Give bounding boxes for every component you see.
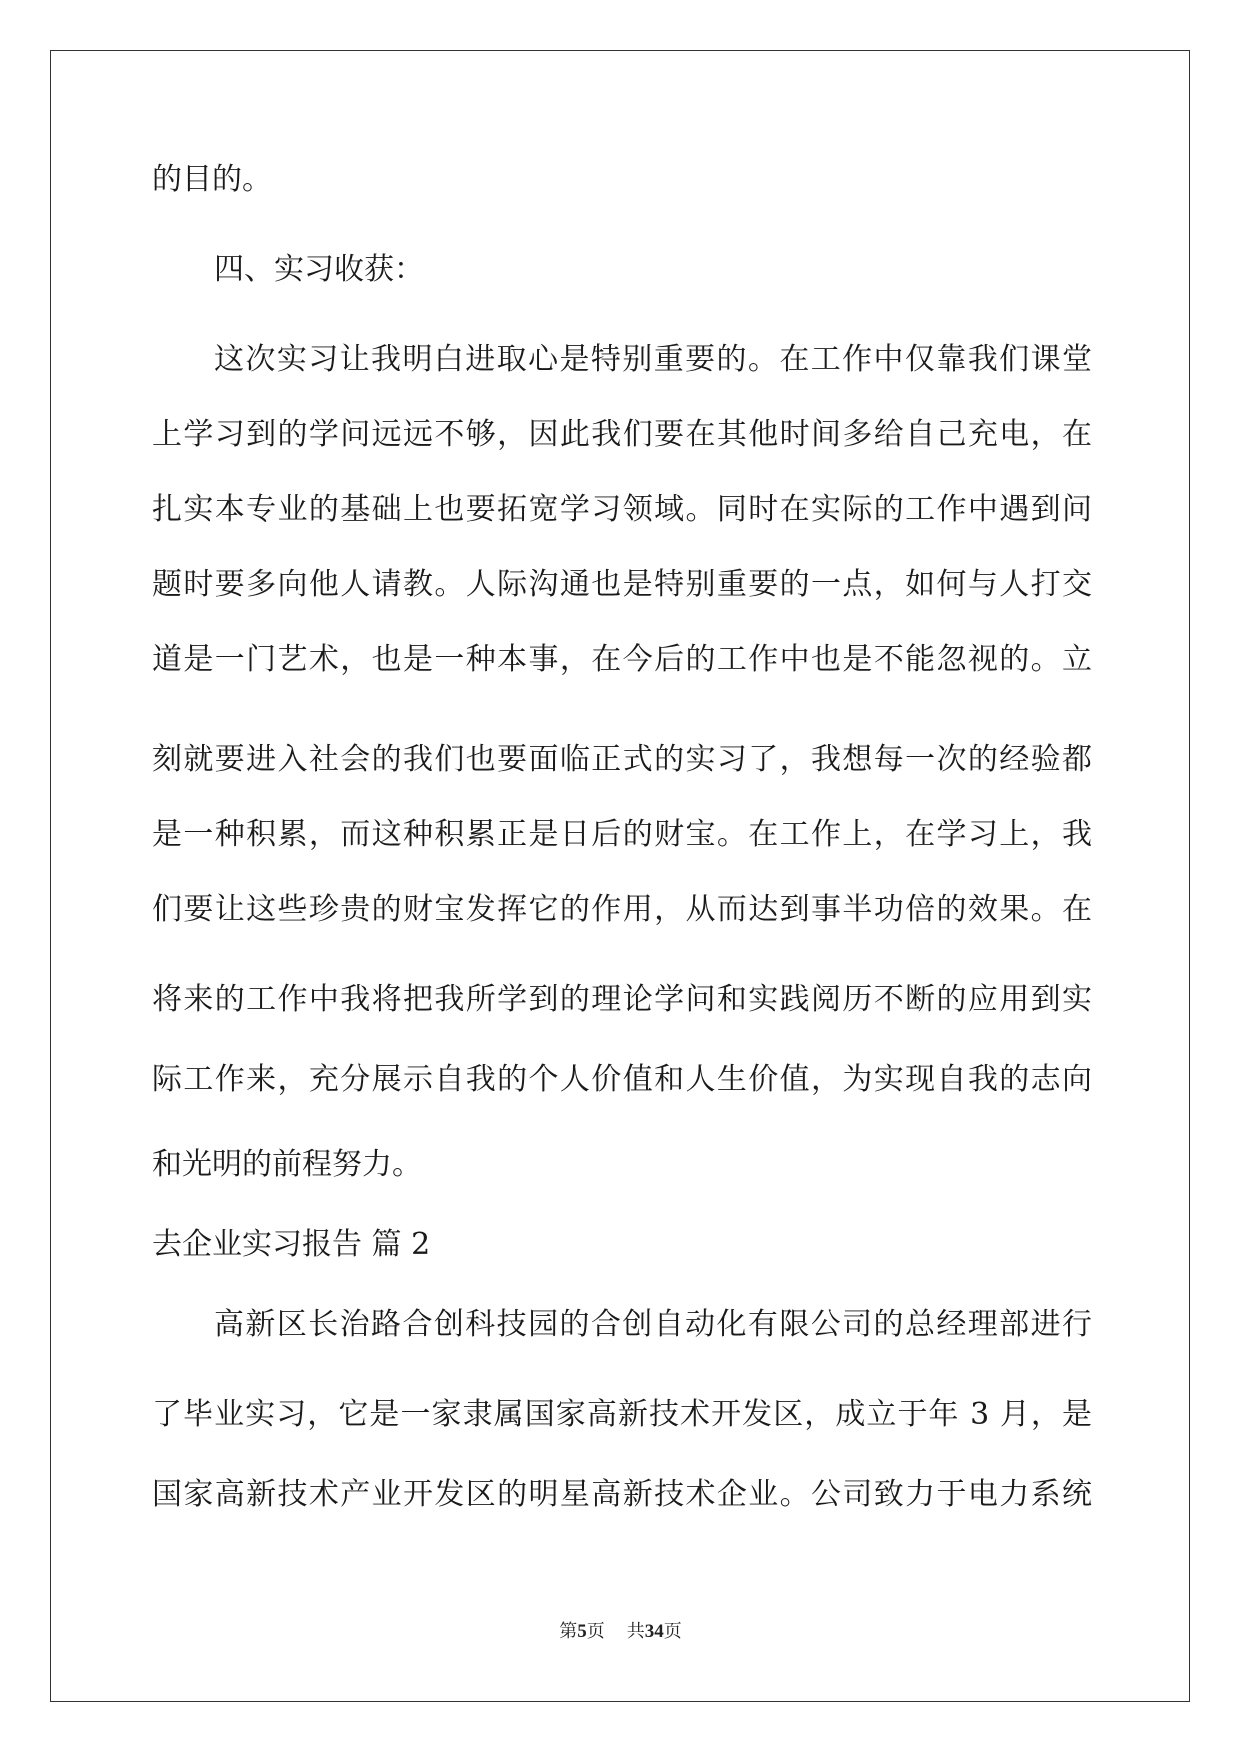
text-line: 际工作来，充分展示自我的个人价值和人生价值，为实现自我的志向 [152, 1062, 1092, 1097]
text-line: 高新区长治路合创科技园的合创自动化有限公司的总经理部进行 [214, 1307, 1092, 1342]
text-line: 们要让这些珍贵的财宝发挥它的作用，从而达到事半功倍的效果。在 [152, 892, 1092, 927]
page-suffix: 页 [586, 1621, 605, 1642]
text-line: 道是一门艺术，也是一种本事，在今后的工作中也是不能忽视的。立 [152, 642, 1092, 677]
text-line: 了毕业实习，它是一家隶属国家高新技术开发区，成立于年 3 月，是 [152, 1397, 1092, 1432]
total-suffix: 页 [663, 1621, 682, 1642]
page-footer [0, 1620, 1241, 1644]
total-prefix: 共 [626, 1621, 645, 1642]
text-line: 这次实习让我明白进取心是特别重要的。在工作中仅靠我们课堂 [214, 342, 1092, 377]
text-line: 刻就要进入社会的我们也要面临正式的实习了，我想每一次的经验都 [152, 742, 1092, 777]
text-line: 国家高新技术产业开发区的明星高新技术企业。公司致力于电力系统 [152, 1477, 1092, 1512]
total-pages: 34 [644, 1621, 664, 1642]
article-title: 去企业实习报告 篇 2 [152, 1227, 431, 1262]
text-line: 扎实本专业的基础上也要拓宽学习领域。同时在实际的工作中遇到问 [152, 492, 1092, 527]
text-line: 题时要多向他人请教。人际沟通也是特别重要的一点，如何与人打交 [152, 567, 1092, 602]
text-line: 的目的。 [152, 162, 272, 197]
page-border [50, 50, 1190, 1702]
section-heading: 四、实习收获： [214, 252, 424, 287]
text-line: 和光明的前程努力。 [152, 1147, 422, 1182]
page-number: 5 [577, 1621, 587, 1642]
text-line: 将来的工作中我将把我所学到的理论学问和实践阅历不断的应用到实 [152, 982, 1092, 1017]
text-line: 上学习到的学问远远不够，因此我们要在其他时间多给自己充电，在 [152, 417, 1092, 452]
page-prefix: 第 [559, 1621, 578, 1642]
text-line: 是一种积累，而这种积累正是日后的财宝。在工作上，在学习上，我 [152, 817, 1092, 852]
